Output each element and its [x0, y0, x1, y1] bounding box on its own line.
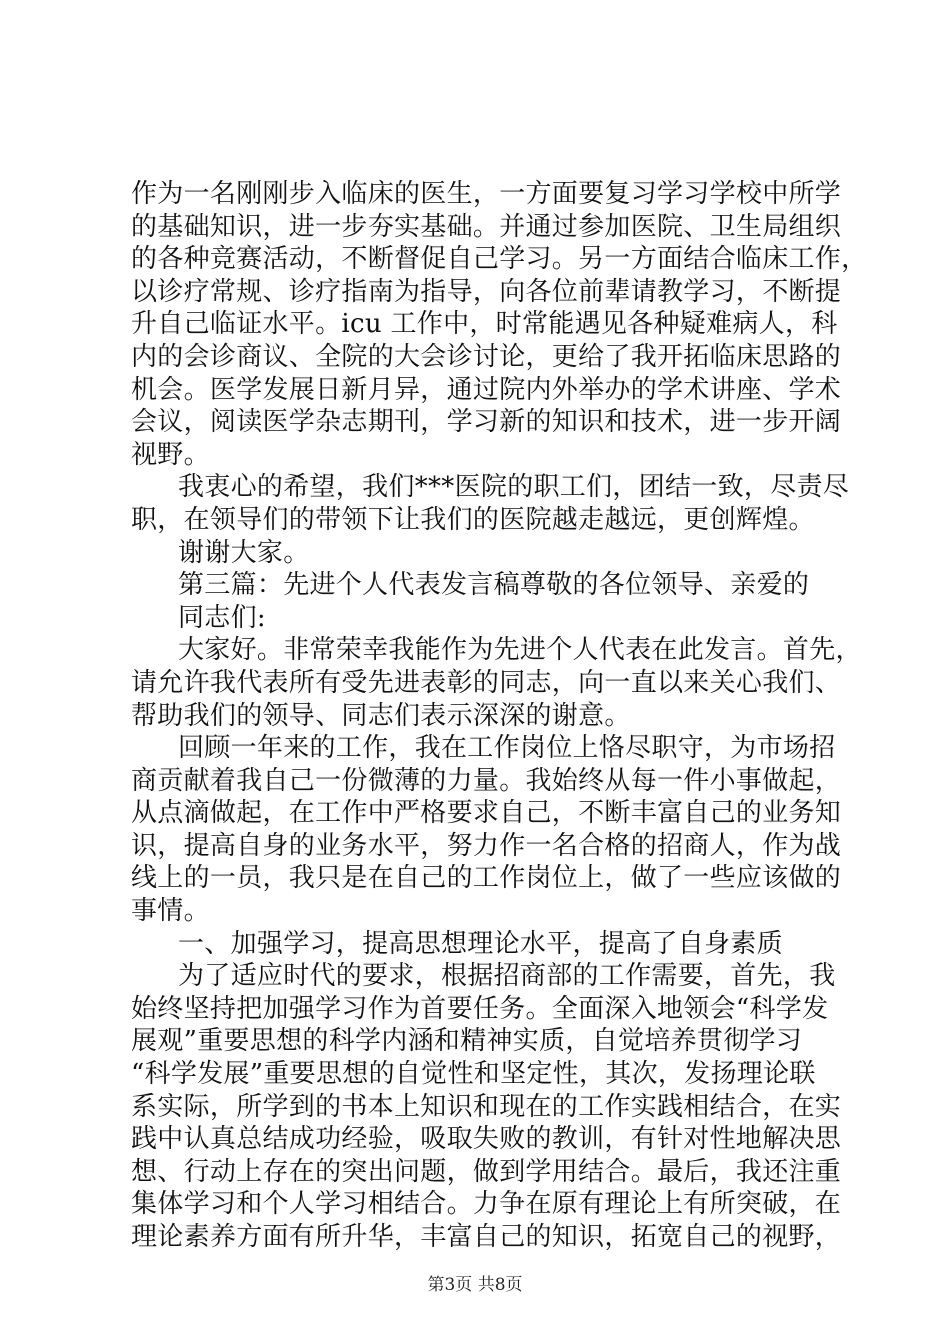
paragraph-start-line: 回顾一年来的工作，我在工作岗位上恪尽职守，为市场招: [178, 733, 836, 764]
text-line: 识，提高自身的业务水平，努力作一名合格的招商人，作为战: [131, 830, 842, 861]
text-line: 的各种竞赛活动，不断督促自己学习。另一方面结合临床工作，: [131, 244, 868, 275]
text-line: 事情。: [131, 896, 210, 927]
text-line: 帮助我们的领导、同志们表示深深的谢意。: [131, 700, 631, 731]
page-footer-indicator: 第3页 共8页: [427, 1275, 523, 1295]
text-line: 从点滴做起，在工作中严格要求自己，不断丰富自己的业务知: [131, 798, 842, 829]
text-line: 内的会诊商议、全院的大会诊讨论，更给了我开拓临床思路的: [131, 341, 842, 372]
document-body: [131, 178, 868, 1254]
text-line: 想、行动上存在的突出问题，做到学用结合。最后，我还注重: [131, 1156, 842, 1187]
text-line: 展观”重要思想的科学内涵和精神实质，自觉培养贯彻学习: [131, 1026, 803, 1057]
text-line: 请允许我代表所有受先进表彰的同志，向一直以来关心我们、: [131, 667, 842, 698]
text-line: 的基础知识，进一步夯实基础。并通过参加医院、卫生局组织: [131, 211, 842, 242]
subsection-heading: 一、加强学习，提高思想理论水平，提高了自身素质: [178, 928, 783, 959]
text-line: 践中认真总结成功经验，吸取失败的教训，有针对性地解决思: [131, 1124, 842, 1155]
text-line: 会议，阅读医学杂志期刊，学习新的知识和技术，进一步开阔: [131, 407, 842, 438]
text-line: “科学发展”重要思想的自觉性和坚定性，其次，发扬理论联: [131, 1059, 816, 1090]
text-line: 作为一名刚刚步入临床的医生，一方面要复习学习学校中所学: [131, 179, 842, 209]
text-line: 商贡献着我自己一份微薄的力量。我始终从每一件小事做起，: [131, 765, 842, 796]
section-heading: 第三篇：先进个人代表发言稿尊敬的各位领导、亲爱的: [178, 570, 810, 601]
text-line: 理论素养方面有所升华，丰富自己的知识，拓宽自己的视野，: [131, 1222, 842, 1252]
text-line: 视野。: [131, 439, 210, 470]
text-line: 职，在领导们的带领下让我们的医院越走越远，更创辉煌。: [131, 504, 815, 535]
text-line: 系实际，所学到的书本上知识和现在的工作实践相结合，在实: [131, 1091, 842, 1122]
text-line: 线上的一员，我只是在自己的工作岗位上，做了一些应该做的: [131, 863, 842, 894]
text-line: 集体学习和个人学习相结合。力争在原有理论上有所突破，在: [131, 1189, 842, 1220]
paragraph-start-line: 为了适应时代的要求，根据招商部的工作需要，首先，我: [178, 961, 836, 992]
text-line: 始终坚持把加强学习作为首要任务。全面深入地领会“科学发: [131, 993, 829, 1024]
paragraph-start-line: 谢谢大家。: [178, 537, 310, 568]
salutation-line: 同志们:: [178, 602, 266, 633]
text-line: 升自己临证水平。icu 工作中，时常能遇见各种疑难病人，科: [131, 309, 838, 340]
text-line: 以诊疗常规、诊疗指南为指导，向各位前辈请教学习，不断提: [131, 276, 842, 307]
text-line: 机会。医学发展日新月异，通过院内外举办的学术讲座、学术: [131, 374, 842, 405]
paragraph-start-line: 大家好。非常荣幸我能作为先进个人代表在此发言。首先，: [178, 635, 862, 666]
paragraph-start-line: 我衷心的希望，我们***医院的职工们，团结一致，尽责尽: [178, 472, 850, 503]
